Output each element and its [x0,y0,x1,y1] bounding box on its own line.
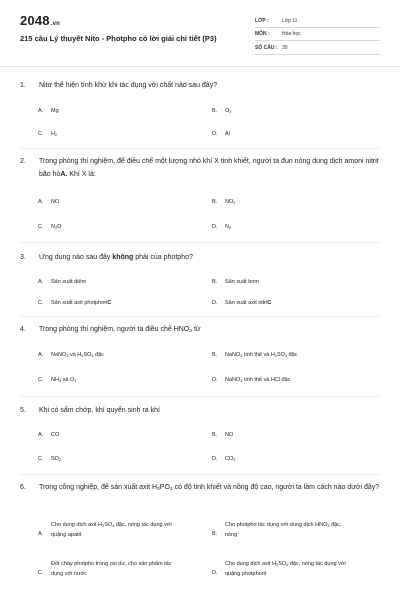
question-divider [20,316,380,317]
option-text: Cho photpho tác dụng với dung dịch $HNO_3$ đặc, nóng [225,522,342,538]
option-a[interactable] [38,432,59,439]
meta-divider [255,54,380,55]
question-number: 3. [20,254,26,261]
meta-subject [255,31,380,37]
option-letter: A. [38,432,44,438]
question-text: Ứng dụng nào sau đây không phải của photpho? [39,254,193,261]
option-letter: B. [212,108,218,114]
option-d[interactable] [212,560,352,579]
question-text: Khi có sấm chớp, khí quyển sinh ra khí [39,407,160,414]
option-letter: C. [38,570,44,576]
option-a[interactable] [38,521,178,540]
option-b[interactable] [212,199,235,206]
question-5 [20,405,380,418]
option-letter: A. [38,352,44,358]
question-2 [20,156,380,181]
question-number: 4. [20,326,26,333]
meta-subject-label: MÔN : [255,31,270,37]
option-c[interactable] [38,131,57,138]
option-b[interactable] [212,432,233,439]
option-text: $SO_2$ [51,456,62,462]
option-text: Sản xuất bom [225,279,259,285]
site-logo[interactable] [20,13,60,28]
option-a[interactable] [38,199,59,206]
meta-class-label: LỚP : [255,18,269,24]
option-c[interactable] [38,560,178,579]
question-3 [20,252,380,265]
option-text: Đốt cháy photpho trong oxi dư, cho sản phẩm tác dụng với nước [51,561,172,577]
option-text: Sản xuất diêm [51,279,87,285]
option-text: CO [51,432,60,438]
question-1 [20,80,380,93]
option-text: Al [225,131,230,137]
meta-count-value: 30 [282,45,288,51]
question-number: 1. [20,82,26,89]
question-divider [20,148,380,149]
option-d[interactable] [212,224,231,231]
option-letter: A. [38,199,44,205]
option-letter: A. [38,108,44,114]
option-letter: D. [212,224,218,230]
question-number: 6. [20,484,26,491]
option-d[interactable] [212,377,290,384]
option-text: $N_2$ [225,224,232,230]
option-letter: D. [212,456,218,462]
option-letter: B. [212,352,218,358]
option-b[interactable] [212,279,259,286]
option-text: Sản xuất axit nitriC [225,300,272,306]
option-letter: C. [38,224,44,230]
question-text: Nitơ thể hiện tính khử khi tác dụng với chất nào sau đây? [39,82,218,89]
option-text: $NH_3$ và $O_2$ [51,377,77,383]
question-4 [20,324,380,337]
option-text: $N_2O$ [51,224,62,230]
option-letter: C. [38,456,44,462]
option-b[interactable] [212,521,352,540]
option-c[interactable] [38,300,111,307]
meta-class [255,18,380,24]
option-b[interactable] [212,108,231,115]
option-letter: D. [212,377,218,383]
meta-divider [255,40,380,41]
meta-count-label: SỐ CÂU : [255,45,278,51]
option-text: NaNO$_3$ và $H_2SO_4$ đặc [51,352,104,358]
option-text: $O_2$ [225,108,232,114]
option-c[interactable] [38,456,61,463]
option-letter: B. [212,432,218,438]
question-divider [20,474,380,475]
question-text: Trong phòng thí nghiệm, để điều chế một lượng nhỏ khí X tinh khiết, người ta đun nóng dung dịch amoni nitrit bão hòA. Khí X là: [39,158,379,178]
option-c[interactable] [38,224,61,231]
option-text: $NO_2$ [225,199,236,205]
option-c[interactable] [38,377,76,384]
question-6 [20,482,380,495]
question-number: 2. [20,158,26,165]
option-letter: C. [38,300,44,306]
question-text: Trong công nghiệp, để sản xuất axit $H_3PO_4$ có độ tinh khiết và nồng độ cao, người ta làm cách nào dưới đây? [39,484,380,492]
option-d[interactable] [212,456,235,463]
option-text: $H_2$ [51,131,58,137]
question-divider [20,396,380,397]
option-d[interactable] [212,131,230,138]
meta-count [255,45,380,51]
option-text: Sản xuất axit photphoriC [51,300,112,306]
option-letter: B. [212,531,218,537]
question-text: Trong phòng thí nghiệm, người ta điều chế $HNO_3$ từ [39,326,201,334]
option-text: Mg [51,108,59,114]
option-text: Cho dung dịch axit $H_2SO_4$ đặc, nóng tác dụng với quặng photphorit [225,561,346,577]
question-number: 5. [20,407,26,414]
page-title: 215 câu Lý thuyết Nito - Photpho có lời giải chi tiết (P3) [20,34,217,43]
option-a[interactable] [38,279,86,286]
option-text: NO [51,199,60,205]
question-divider [20,242,380,243]
option-letter: A. [38,531,44,537]
logo-main: 2048 [20,13,50,28]
option-text: NaNO$_3$ tinh thể và HCl đặc [225,377,291,383]
option-a[interactable] [38,108,59,115]
logo-tld: .vn [50,21,61,27]
option-text: Cho dung dịch axit $H_2SO_4$ đặc, nóng tác dụng với quặng apatit [51,522,172,538]
header-divider [0,66,400,67]
option-letter: D. [212,570,218,576]
meta-subject-value: Hóa học [282,31,301,37]
option-letter: C. [38,131,44,137]
option-d[interactable] [212,300,271,307]
option-letter: B. [212,199,218,205]
option-letter: C. [38,377,44,383]
option-letter: D. [212,300,218,306]
option-letter: B. [212,279,218,285]
meta-class-value: Lớp 11 [282,18,298,24]
option-letter: A. [38,279,44,285]
option-text: $CO_2$ [225,456,236,462]
option-letter: D. [212,131,218,137]
meta-divider [255,27,380,28]
option-text: NO [225,432,234,438]
option-b[interactable] [212,352,297,359]
option-text: NaNO$_3$ tinh thể và $H_2SO_4$ đặc [225,352,298,358]
option-a[interactable] [38,352,104,359]
